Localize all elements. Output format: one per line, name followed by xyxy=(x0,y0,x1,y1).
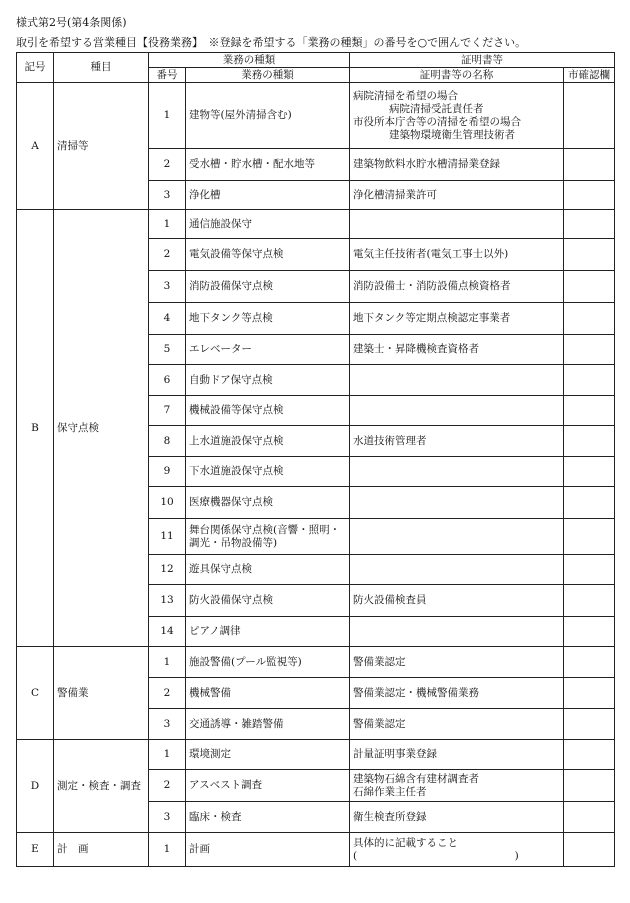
number-cell[interactable]: 3 xyxy=(149,181,186,210)
city-check-cell xyxy=(564,647,615,678)
business-type-cell: 計画 xyxy=(186,833,350,867)
certificate-cell xyxy=(350,802,564,833)
form-instruction: 取引を希望する営業種目【役務業務】 ※登録を希望する「業務の種類」の番号を○で囲んでください。 xyxy=(16,36,527,49)
number-cell[interactable]: 1 xyxy=(149,647,186,678)
city-check-cell xyxy=(564,210,615,239)
certificate-line: 建築物石綿含有建材調査者 xyxy=(353,772,479,785)
symbol-cell: C xyxy=(17,647,54,740)
certificate-cell xyxy=(350,770,564,802)
city-check-cell xyxy=(564,396,615,426)
symbol-cell: B xyxy=(17,210,54,647)
number-cell[interactable]: 3 xyxy=(149,802,186,833)
business-type-cell: 地下タンク等点検 xyxy=(186,303,350,335)
number-cell[interactable]: 3 xyxy=(149,271,186,303)
header-cert-name: 証明書等の名称 xyxy=(350,68,564,83)
table-row xyxy=(17,740,615,770)
business-type-cell: 機械警備 xyxy=(186,678,350,709)
header-number: 番号 xyxy=(149,68,186,83)
number-cell[interactable]: 1 xyxy=(149,83,186,149)
header-type: 業務の種類 xyxy=(186,68,350,83)
certificate-line: 水道技術管理者 xyxy=(353,434,427,447)
city-check-cell xyxy=(564,335,615,365)
number-cell[interactable]: 2 xyxy=(149,239,186,271)
certificate-cell xyxy=(350,271,564,303)
table-row xyxy=(17,83,615,149)
certificate-line: 防火設備検査員 xyxy=(353,594,427,606)
certificate-cell xyxy=(350,181,564,210)
city-check-cell xyxy=(564,833,615,867)
business-type-cell: 施設警備(プール監視等) xyxy=(186,647,350,678)
category-cell: 測定・検査・調査 xyxy=(54,740,149,833)
city-check-cell xyxy=(564,83,615,149)
number-cell[interactable]: 14 xyxy=(149,617,186,647)
certificate-cell xyxy=(350,519,564,555)
business-type-cell: 環境測定 xyxy=(186,740,350,770)
category-cell: 警備業 xyxy=(54,647,149,740)
certificate-cell xyxy=(350,678,564,709)
business-type-cell: 消防設備保守点検 xyxy=(186,271,350,303)
certificate-line: 地下タンク等定期点検認定事業者 xyxy=(353,312,511,324)
category-cell: 清掃等 xyxy=(54,83,149,210)
number-cell[interactable]: 10 xyxy=(149,487,186,519)
header-business-types: 業務の種類 xyxy=(149,53,350,68)
number-cell[interactable]: 9 xyxy=(149,457,186,487)
certificate-line: ( ) xyxy=(353,849,519,862)
certificate-cell xyxy=(350,149,564,181)
city-check-cell xyxy=(564,678,615,709)
city-check-cell xyxy=(564,740,615,770)
symbol-cell: E xyxy=(17,833,54,867)
number-cell[interactable]: 11 xyxy=(149,519,186,555)
certificate-line: 警備業認定 xyxy=(353,655,406,668)
certificate-line: 石綿作業主任者 xyxy=(353,785,427,798)
city-check-cell xyxy=(564,487,615,519)
city-check-cell xyxy=(564,149,615,181)
certificate-cell xyxy=(350,303,564,335)
category-cell: 保守点検 xyxy=(54,210,149,647)
certificate-cell xyxy=(350,555,564,585)
city-check-cell xyxy=(564,770,615,802)
business-type-cell: 舞台関係保守点検(音響・照明・調光・吊物設備等) xyxy=(186,519,350,555)
city-check-cell xyxy=(564,271,615,303)
certificate-cell xyxy=(350,709,564,740)
certificate-line: 電気主任技術者(電気工事士以外) xyxy=(353,248,509,260)
city-check-cell xyxy=(564,365,615,396)
business-type-cell: 防火設備保守点検 xyxy=(186,585,350,617)
number-cell[interactable]: 6 xyxy=(149,365,186,396)
city-check-cell xyxy=(564,802,615,833)
business-type-cell: アスベスト調査 xyxy=(186,770,350,802)
city-check-cell xyxy=(564,709,615,740)
business-type-cell: エレベーター xyxy=(186,335,350,365)
category-cell: 計 画 xyxy=(54,833,149,867)
certificate-cell xyxy=(350,740,564,770)
certificate-cell xyxy=(350,210,564,239)
number-cell[interactable]: 1 xyxy=(149,740,186,770)
certificate-cell xyxy=(350,487,564,519)
certificate-cell xyxy=(350,833,564,867)
number-cell[interactable]: 4 xyxy=(149,303,186,335)
business-type-cell: 建物等(屋外清掃含む) xyxy=(186,83,350,149)
business-type-cell: 受水槽・貯水槽・配水地等 xyxy=(186,149,350,181)
number-cell[interactable]: 2 xyxy=(149,770,186,802)
business-type-cell: 自動ドア保守点検 xyxy=(186,365,350,396)
symbol-cell: A xyxy=(17,83,54,210)
city-check-cell xyxy=(564,457,615,487)
header-symbol: 記号 xyxy=(17,53,54,83)
business-type-cell: 浄化槽 xyxy=(186,181,350,210)
certificate-line: 警備業認定 xyxy=(353,717,406,730)
certificate-cell xyxy=(350,83,564,149)
business-type-cell: 機械設備等保守点検 xyxy=(186,396,350,426)
header-city-check: 市確認欄 xyxy=(564,68,615,83)
city-check-cell xyxy=(564,519,615,555)
business-type-cell: 遊具保守点検 xyxy=(186,555,350,585)
city-check-cell xyxy=(564,585,615,617)
number-cell[interactable]: 3 xyxy=(149,709,186,740)
certificate-line: 警備業認定・機械警備業務 xyxy=(353,686,479,699)
business-type-cell: 通信施設保守 xyxy=(186,210,350,239)
number-cell[interactable]: 13 xyxy=(149,585,186,617)
city-check-cell xyxy=(564,239,615,271)
certificate-cell xyxy=(350,335,564,365)
number-cell[interactable]: 12 xyxy=(149,555,186,585)
certificate-line: 消防設備士・消防設備点検資格者 xyxy=(353,280,511,292)
city-check-cell xyxy=(564,426,615,457)
number-cell[interactable]: 1 xyxy=(149,833,186,867)
header-certificates: 証明書等 xyxy=(350,53,615,68)
city-check-cell xyxy=(564,555,615,585)
business-type-cell: ピアノ調律 xyxy=(186,617,350,647)
certificate-cell xyxy=(350,585,564,617)
certificate-cell xyxy=(350,396,564,426)
certificate-line: 病院清掃受託責任者 xyxy=(389,102,484,115)
certificate-line: 建築物環境衛生管理技術者 xyxy=(389,128,515,141)
table-row xyxy=(17,833,615,867)
certificate-cell xyxy=(350,426,564,457)
certificate-cell xyxy=(350,365,564,396)
certificate-line: 病院清掃を希望の場合 xyxy=(353,89,458,102)
table-body xyxy=(17,83,615,867)
certificate-line: 衛生検査所登録 xyxy=(353,810,427,823)
number-cell[interactable]: 2 xyxy=(149,678,186,709)
certificate-cell xyxy=(350,647,564,678)
header-category: 種目 xyxy=(54,53,149,83)
number-cell[interactable]: 7 xyxy=(149,396,186,426)
business-category-table xyxy=(16,52,615,867)
number-cell[interactable]: 1 xyxy=(149,210,186,239)
business-type-cell: 電気設備等保守点検 xyxy=(186,239,350,271)
number-cell[interactable]: 5 xyxy=(149,335,186,365)
certificate-line: 浄化槽清掃業許可 xyxy=(353,188,437,201)
city-check-cell xyxy=(564,617,615,647)
certificate-line: 市役所本庁舎等の清掃を希望の場合 xyxy=(353,115,521,128)
table-row xyxy=(17,210,615,239)
business-type-cell: 上水道施設保守点検 xyxy=(186,426,350,457)
certificate-line: 建築士・昇降機検査資格者 xyxy=(353,343,479,355)
business-type-cell: 臨床・検査 xyxy=(186,802,350,833)
certificate-line: 計量証明事業登録 xyxy=(353,748,437,760)
form-number: 様式第2号(第4条関係) xyxy=(16,16,127,29)
number-cell[interactable]: 8 xyxy=(149,426,186,457)
business-type-cell: 交通誘導・雑踏警備 xyxy=(186,709,350,740)
certificate-line: 具体的に記載すること xyxy=(353,836,458,849)
business-type-cell: 医療機器保守点検 xyxy=(186,487,350,519)
certificate-cell xyxy=(350,457,564,487)
symbol-cell: D xyxy=(17,740,54,833)
certificate-cell xyxy=(350,617,564,647)
table-row xyxy=(17,647,615,678)
city-check-cell xyxy=(564,181,615,210)
certificate-line: 建築物飲料水貯水槽清掃業登録 xyxy=(353,158,500,170)
number-cell[interactable]: 2 xyxy=(149,149,186,181)
certificate-cell xyxy=(350,239,564,271)
city-check-cell xyxy=(564,303,615,335)
business-type-cell: 下水道施設保守点検 xyxy=(186,457,350,487)
